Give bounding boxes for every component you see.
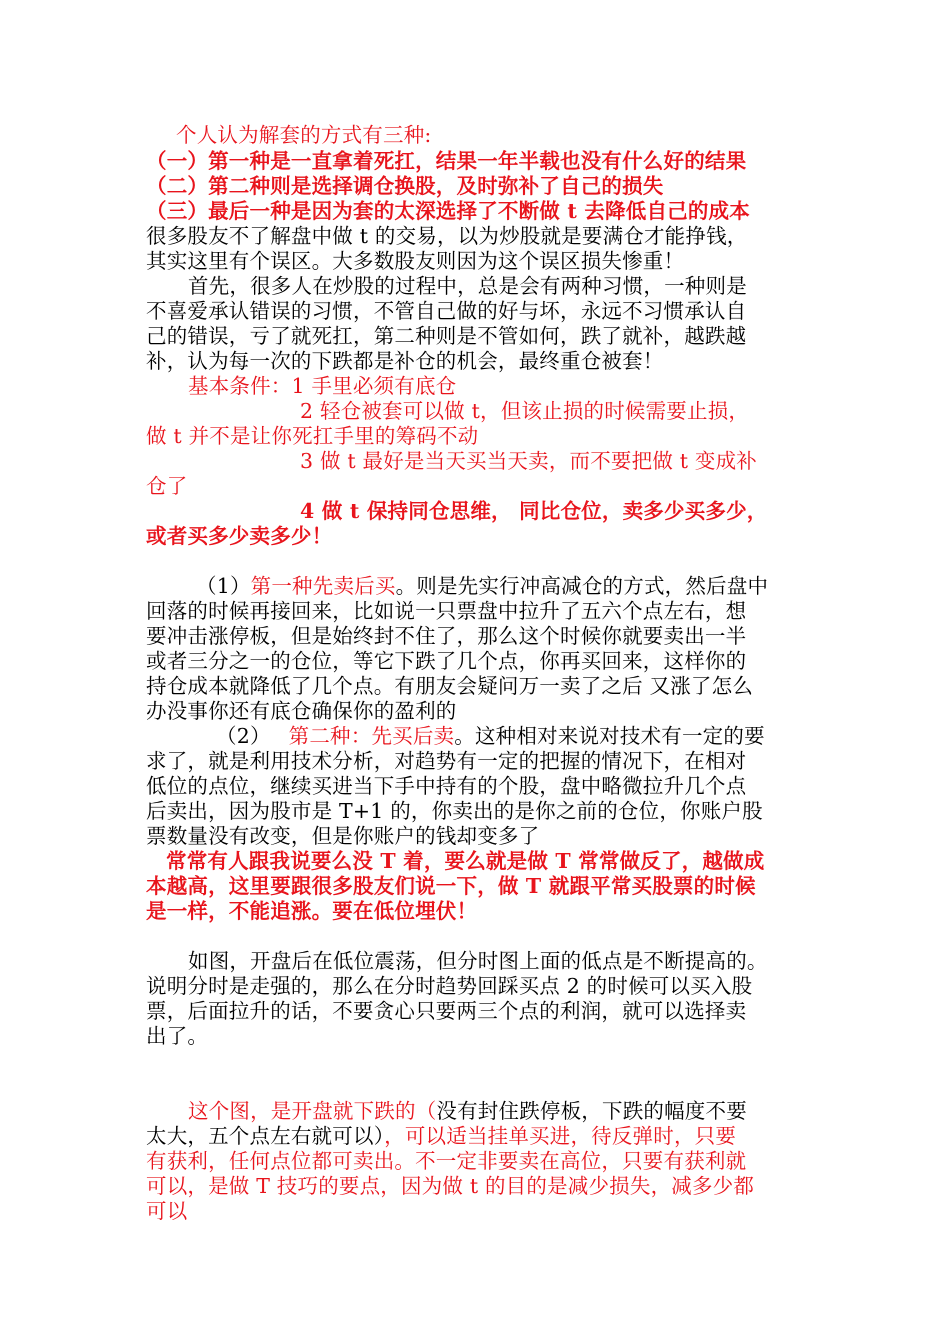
figure-2-black-text: 没有封住跌停板，下跌的幅度不要	[436, 1099, 747, 1123]
warning-line-3: 是一样，不能追涨。要在低位埋伏！	[146, 899, 478, 923]
method-item-3: （三）最后一种是因为套的太深选择了不断做 t 去降低自己的成本	[146, 199, 750, 223]
method-two-line-5: 票数量没有改变，但是你账户的钱却变多了	[146, 824, 540, 848]
figure-2-line-1	[188, 1099, 747, 1123]
figure-1-line-4: 出了。	[146, 1024, 209, 1048]
method-one-line-6: 办没事你还有底仓确保你的盈利的	[146, 699, 457, 723]
method-two-line-2: 求了，就是利用技术分析，对趋势有一定的把握的情况下，在相对	[146, 749, 747, 773]
method-one-text: 。则是先实行冲高减仓的方式，然后盘中	[395, 574, 769, 598]
figure-2-black-text-2: 太大，五个点左右就可以）	[146, 1124, 385, 1148]
method-one-line-5: 持仓成本就降低了几个点。有朋友会疑问万一卖了之后 又涨了怎么	[146, 674, 754, 698]
paragraph-2-line-2: 不喜爱承认错误的习惯，不管自己做的好与坏，永远不习惯承认自	[146, 299, 747, 323]
warning-line-1: 常常有人跟我说要么没 T 着，要么就是做 T 常常做反了，越做成	[166, 849, 765, 873]
method-one-number: （1）	[196, 574, 251, 598]
method-item-2: （二）第二种则是选择调仓换股，及时弥补了自己的损失	[146, 174, 664, 198]
method-one-line-1	[196, 574, 768, 598]
figure-2-line-4: 可以，是做 T 技巧的要点，因为做 t 的目的是减少损失，减多少都	[146, 1174, 755, 1198]
condition-3-line-2: 仓了	[146, 474, 188, 498]
figure-1-line-2: 说明分时是走强的，那么在分时趋势回踩买点 2 的时候可以买入股	[146, 974, 753, 998]
paragraph-1-line-2: 其实这里有个误区。大多数股友则因为这个误区损失惨重！	[146, 249, 685, 273]
paragraph-2-line-1: 首先，很多人在炒股的过程中，总是会有两种习惯，一种则是	[188, 274, 747, 298]
method-one-line-4: 或者三分之一的仓位，等它下跌了几个点，你再买回来，这样你的	[146, 649, 747, 673]
method-two-line-4: 后卖出，因为股市是 T+1 的，你卖出的是你之前的仓位，你账户股	[146, 799, 763, 823]
method-one-line-2: 回落的时候再接回来，比如说一只票盘中拉升了五六个点左右，想	[146, 599, 747, 623]
figure-2-line-5: 可以	[146, 1199, 188, 1223]
figure-2-red-text: 这个图，是开盘就下跌的（	[188, 1099, 437, 1123]
method-one-line-3: 要冲击涨停板，但是始终封不住了，那么这个时候你就要卖出一半	[146, 624, 747, 648]
condition-4-line-2: 或者买多少卖多少！	[146, 524, 333, 548]
method-one-label: 第一种先卖后买	[250, 574, 396, 598]
paragraph-2-line-4: 补，认为每一次的下跌都是补仓的机会，最终重仓被套！	[146, 349, 664, 373]
method-two-text: 。这种相对来说对技术有一定的要	[454, 724, 765, 748]
method-two-number: （2）	[216, 724, 271, 748]
condition-4-line-1: 4 做 t 保持同仓思维， 同比仓位，卖多少买多少，	[300, 499, 768, 523]
figure-1-line-3: 票，后面拉升的话，不要贪心只要两三个点的利润，就可以选择卖	[146, 999, 747, 1023]
paragraph-1-line-1: 很多股友不了解盘中做 t 的交易，以为炒股就是要满仓才能挣钱，	[146, 224, 748, 248]
figure-1-line-1: 如图，开盘后在低位震荡，但分时图上面的低点是不断提高的。	[188, 949, 768, 973]
figure-2-line-3: 有获利，任何点位都可卖出。不一定非要卖在高位，只要有获利就	[146, 1149, 747, 1173]
figure-2-line-2	[146, 1124, 736, 1148]
method-two-label: 第二种：先买后卖	[288, 724, 455, 748]
condition-1: 基本条件：1 手里必须有底仓	[188, 374, 457, 398]
condition-3-line-1: 3 做 t 最好是当天买当天卖，而不要把做 t 变成补	[300, 449, 757, 473]
condition-2-line-2: 做 t 并不是让你死扛手里的筹码不动	[146, 424, 479, 448]
method-item-1: （一）第一种是一直拿着死扛，结果一年半载也没有什么好的结果	[146, 149, 747, 173]
method-two-line-3: 低位的点位，继续买进当下手中持有的个股，盘中略微拉升几个点	[146, 774, 747, 798]
figure-2-red-text-2: ，可以适当挂单买进，待反弹时，只要	[384, 1124, 737, 1148]
warning-line-2: 本越高，这里要跟很多股友们说一下，做 T 就跟平常买股票的时候	[146, 874, 756, 898]
method-two-line-1	[216, 724, 765, 748]
intro-title: 个人认为解套的方式有三种:	[176, 123, 432, 147]
condition-2-line-1: 2 轻仓被套可以做 t，但该止损的时候需要止损，	[300, 399, 750, 423]
paragraph-2-line-3: 己的错误，亏了就死扛，第二种则是不管如何，跌了就补，越跌越	[146, 324, 747, 348]
